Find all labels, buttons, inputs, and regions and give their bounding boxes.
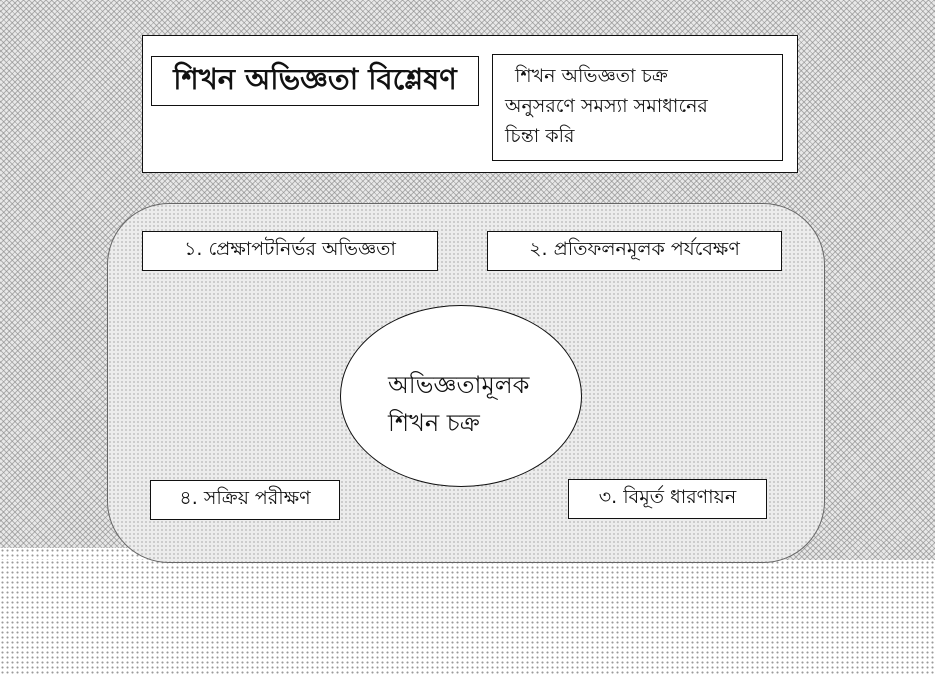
center-label (388, 366, 529, 442)
header-note-box (492, 54, 783, 161)
step-1-concrete-experience: ১. প্রেক্ষাপটনির্ভর অভিজ্ঞতা (142, 231, 438, 271)
center-label-line: অভিজ্ঞতামূলক (388, 371, 530, 399)
center-label-line: শিখন চক্র (388, 409, 480, 437)
step-2-reflective-observation: ২. প্রতিফলনমূলক পর্যবেক্ষণ (487, 231, 782, 271)
dotted-background (0, 560, 935, 675)
header-note-line: চিন্তা করি (505, 125, 575, 147)
step-4-active-experimentation: ৪. সক্রিয় পরীক্ষণ (150, 480, 340, 520)
header-note-line: অনুসরণে সমস্যা সমাধানের (505, 95, 708, 117)
step-3-abstract-conceptualization: ৩. বিমূর্ত ধারণায়ন (568, 479, 767, 519)
header-note-line: শিখন অভিজ্ঞতা চক্র (515, 65, 668, 87)
header-note (505, 61, 774, 151)
header-title-box (151, 56, 479, 106)
header-title: শিখন অভিজ্ঞতা বিশ্লেষণ (173, 61, 457, 96)
